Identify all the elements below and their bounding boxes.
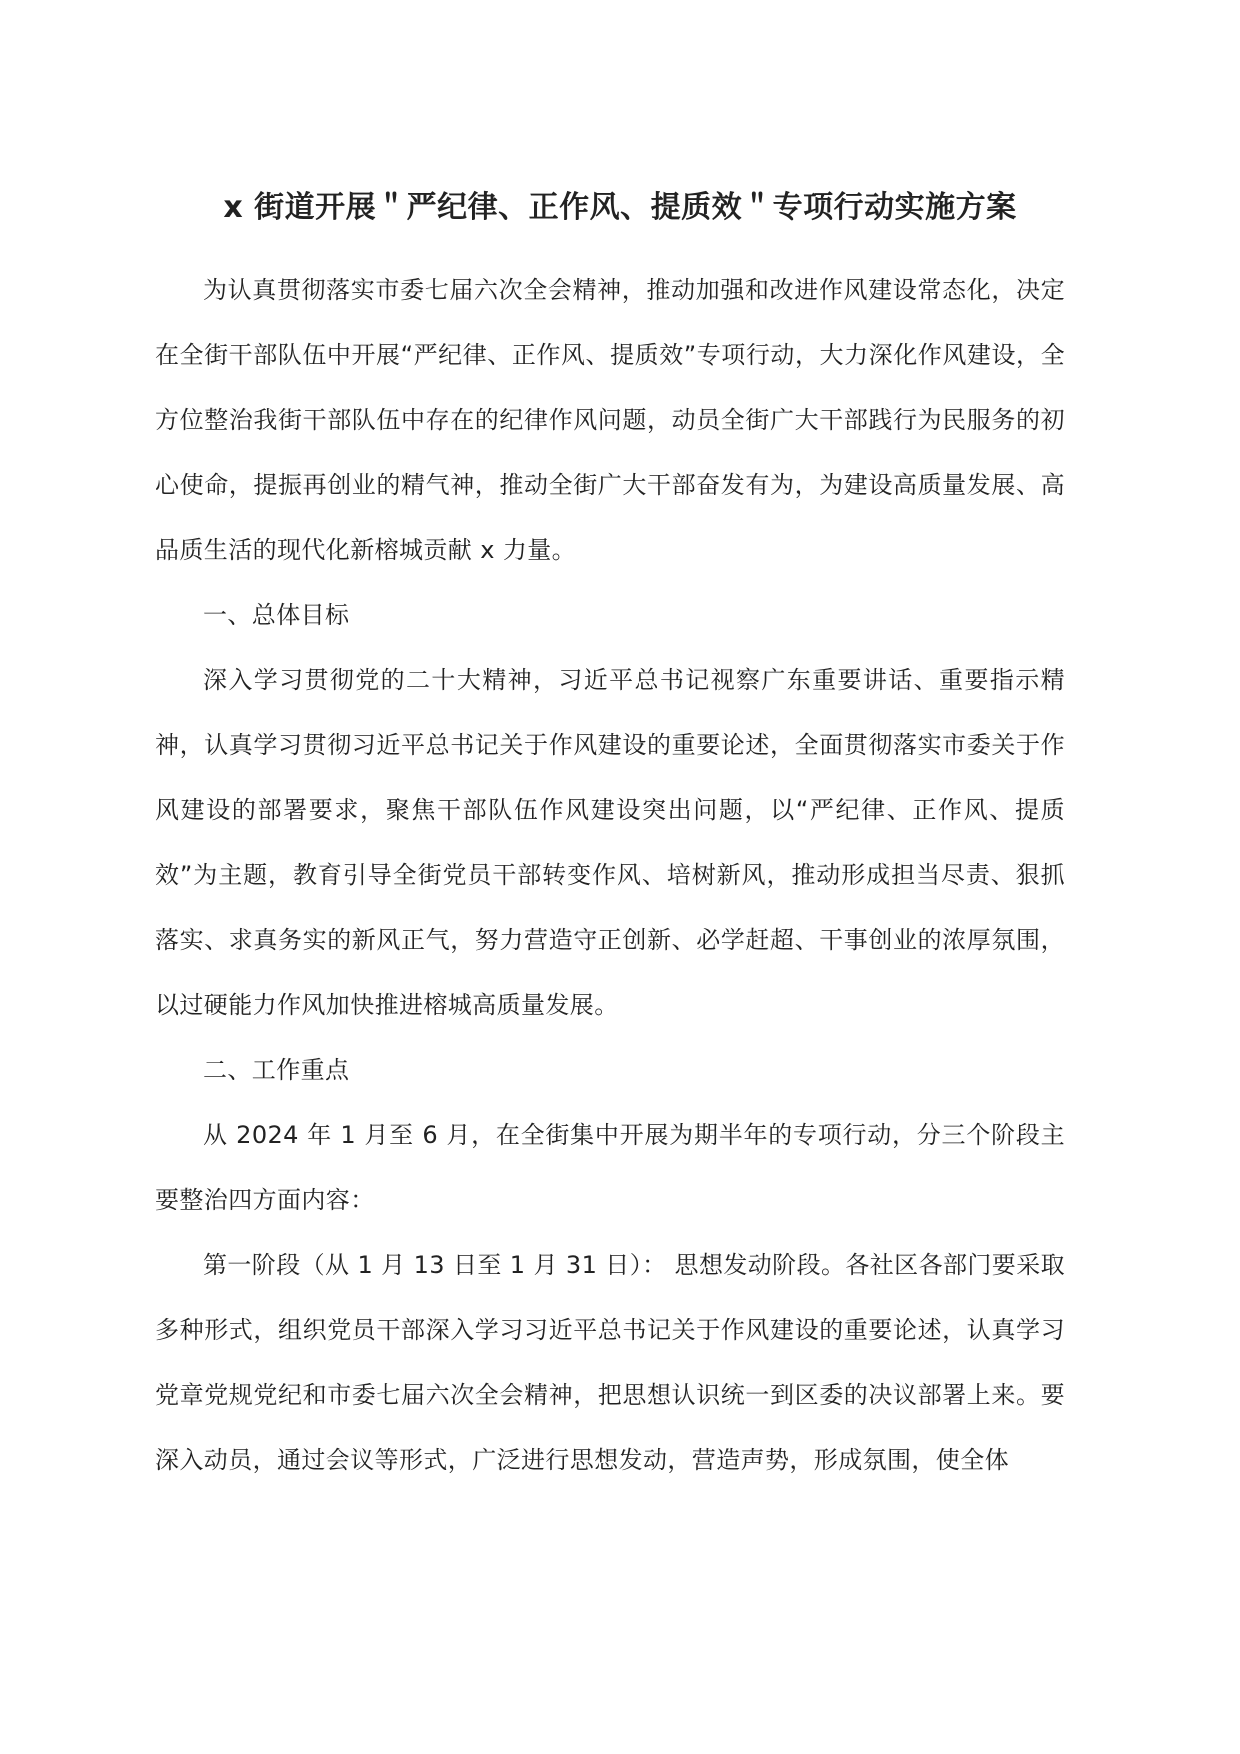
paragraph-phase-one: 第一阶段（从 1 月 13 日至 1 月 31 日）： 思想发动阶段。各社区各部门要采取多种形式，组织党员干部深入学习习近平总书记关于作风建设的重要论述，认真学习党章党规党纪和市委七届六次全会精神，把思想认识统一到区委的决议部署上来。要深入动员，通过会议等形式，广泛进行思想发动，营造声势，形成氛围，使全体: [155, 1251, 1065, 1474]
section-heading-work-focus: 二、工作重点: [203, 1056, 350, 1084]
paragraph-schedule: 从 2024 年 1 月至 6 月，在全街集中开展为期半年的专项行动，分三个阶段主要整治四方面内容：: [155, 1121, 1065, 1214]
document-body: [155, 258, 1065, 1493]
paragraph-overall-goal: 深入学习贯彻党的二十大精神，习近平总书记视察广东重要讲话、重要指示精神，认真学习贯彻习近平总书记关于作风建设的重要论述，全面贯彻落实市委关于作风建设的部署要求，聚焦干部队伍作风建设突出问题，以“严纪律、正作风、提质效”为主题，教育引导全街党员干部转变作风、培树新风，推动形成担当尽责、狠抓落实、求真务实的新风正气，努力营造守正创新、必学赶超、干事创业的浓厚氛围，以过硬能力作风加快推进榕城高质量发展。: [155, 666, 1065, 1019]
document-title: x 街道开展＂严纪律、正作风、提质效＂专项行动实施方案: [223, 190, 1017, 225]
paragraph-intro: 为认真贯彻落实市委七届六次全会精神，推动加强和改进作风建设常态化，决定在全街干部队伍中开展“严纪律、正作风、提质效”专项行动，大力深化作风建设，全方位整治我街干部队伍中存在的纪律作风问题，动员全街广大干部践行为民服务的初心使命，提振再创业的精气神，推动全街广大干部奋发有为，为建设高质量发展、高品质生活的现代化新榕城贡献 x 力量。: [155, 276, 1065, 564]
section-heading-overall-goal: 一、总体目标: [203, 601, 350, 629]
